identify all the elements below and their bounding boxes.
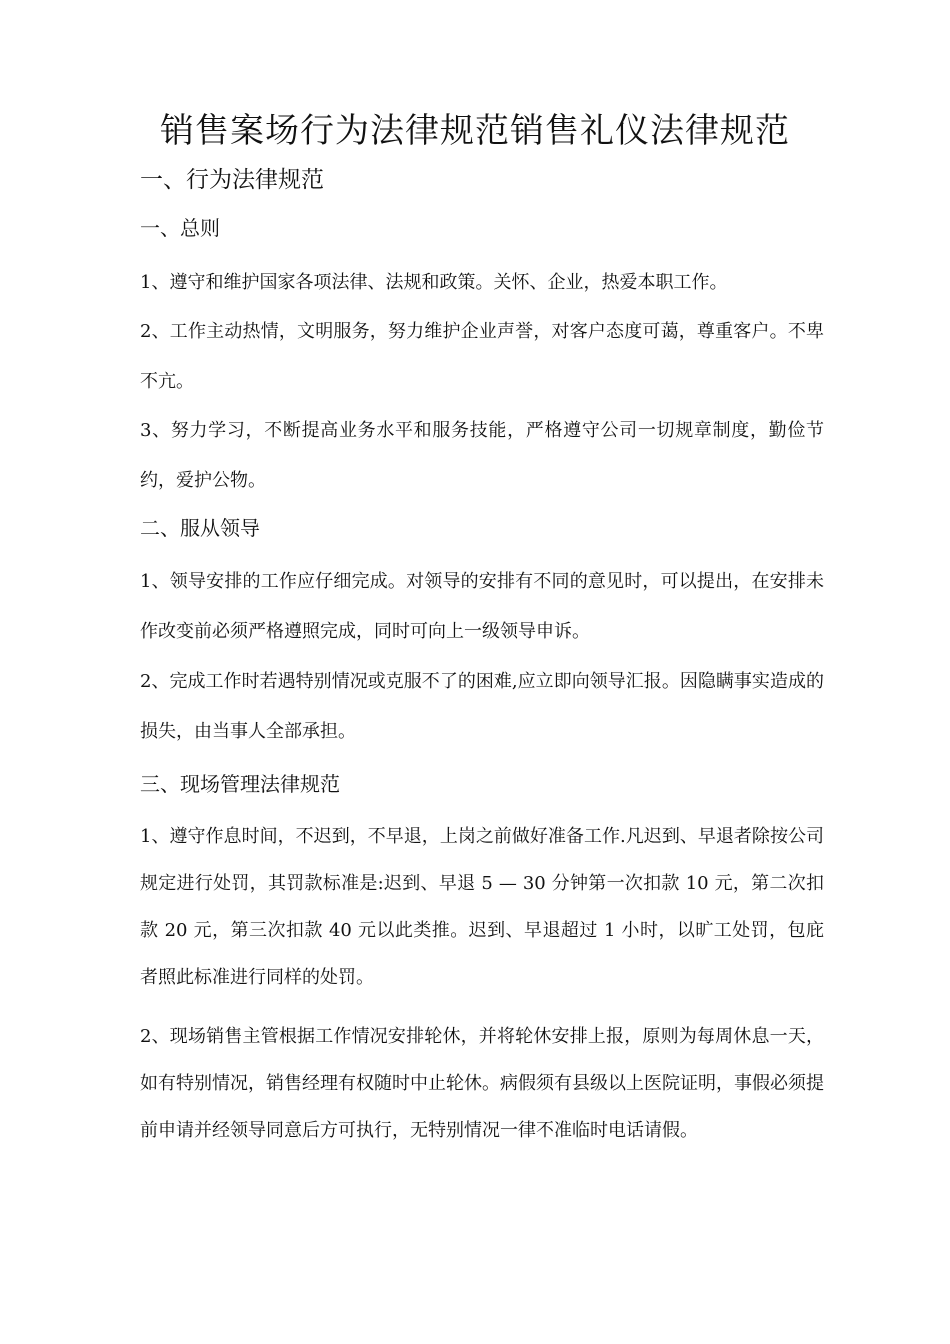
paragraph: 1、领导安排的工作应仔细完成。对领导的安排有不同的意见时，可以提出，在安排未作改变前必须严格遵照完成，同时可向上一级领导申诉。 bbox=[140, 571, 824, 642]
paragraph: 1、遵守作息时间，不迟到，不早退，上岗之前做好准备工作.凡迟到、早退者除按公司规定进行处罚，其罚款标准是:迟到、早退 5 — 30 分钟第一次扣款 10 元，第二次扣款 20 元，第三次扣款 40 元以此类推。迟到、早退超过 1 小时，以旷工处罚，包庇者照此标准进行同样的处罚。 bbox=[140, 826, 824, 988]
subsection-heading-site-management: 三、现场管理法律规范 bbox=[140, 772, 340, 796]
subsection-heading-general: 一、总则 bbox=[140, 216, 220, 240]
page-title: 销售案场行为法律规范销售礼仪法律规范 bbox=[160, 111, 790, 151]
subsection-heading-obey-leaders: 二、服从领导 bbox=[140, 516, 260, 540]
paragraph: 1、遵守和维护国家各项法律、法规和政策。关怀、企业，热爱本职工作。 bbox=[140, 272, 728, 293]
paragraph: 2、现场销售主管根据工作情况安排轮休，并将轮休安排上报，原则为每周休息一天，如有特别情况，销售经理有权随时中止轮休。病假须有县级以上医院证明，事假必须提前申请并经领导同意后方可执行，无特别情况一律不准临时电话请假。 bbox=[140, 1026, 824, 1141]
paragraph: 2、完成工作时若遇特别情况或克服不了的困难,应立即向领导汇报。因隐瞒事实造成的损失，由当事人全部承担。 bbox=[140, 671, 824, 742]
paragraph: 3、努力学习，不断提高业务水平和服务技能，严格遵守公司一切规章制度，勤俭节约，爱护公物。 bbox=[140, 420, 824, 491]
paragraph: 2、工作主动热情，文明服务，努力维护企业声誉，对客户态度可蔼，尊重客户。不卑不亢。 bbox=[140, 321, 824, 392]
section-heading: 一、行为法律规范 bbox=[140, 167, 324, 193]
